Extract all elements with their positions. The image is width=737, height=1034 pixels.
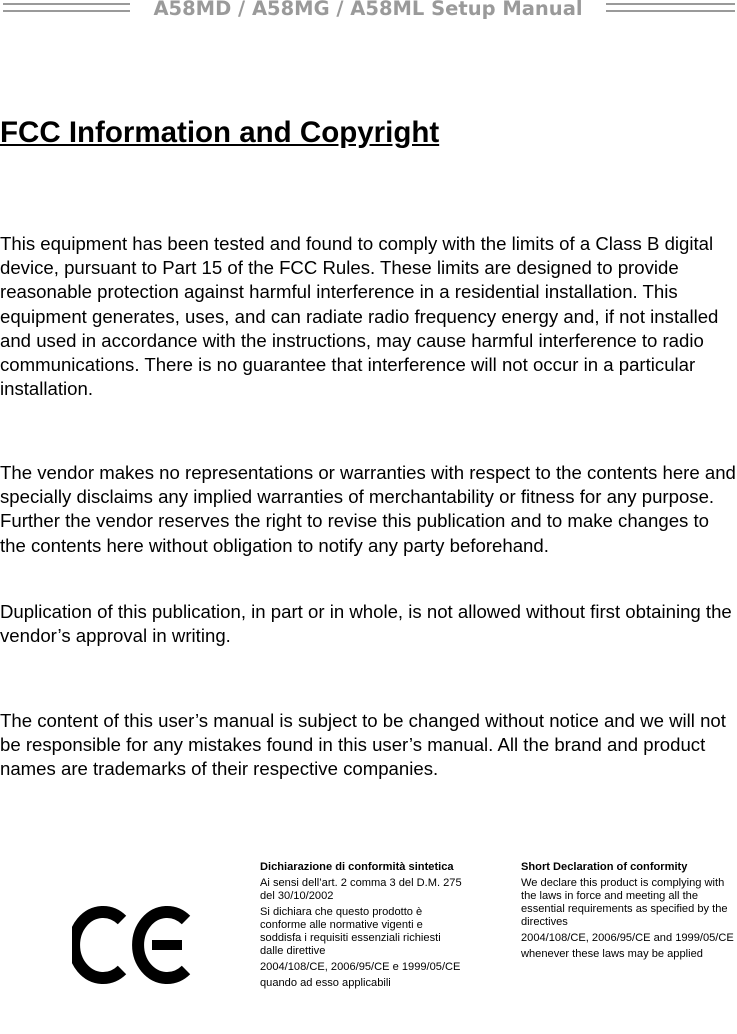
declaration-text: whenever these laws may be applied [521, 948, 703, 960]
declaration-directives: 2004/108/CE, 2006/95/CE and 1999/05/CE [521, 932, 734, 944]
declaration-directives: 2004/108/CE, 2006/95/CE e 1999/05/CE [260, 961, 461, 973]
header-rule-left [3, 3, 130, 12]
duplication-paragraph: Duplication of this publication, in part or in whole, is not allowed without first obtaining the vendor’s approval in writing. [0, 601, 732, 647]
warranty-paragraph: The vendor makes no representations or warranties with respect to the contents here and specially disclaims any implied warranties of merchantability or fitness for any purpose. Further the vendor reserves the right to revise this publication and to make changes to the contents here without obligation to notify any party beforehand. [0, 462, 736, 556]
declaration-text: Ai sensi dell’art. 2 comma 3 del D.M. 275 del 30/10/2002 [260, 877, 462, 902]
header-rule-right [606, 3, 735, 12]
fcc-paragraph: This equipment has been tested and found to comply with the limits of a Class B digital device, pursuant to Part 15 of the FCC Rules. These limits are designed to provide reasonable protection against harmful interference in a residential installation. This equipment generates, uses, and can radiate radio frequency energy and, if not installed and used in accordance with the instructions, may cause harmful interference to radio communications. There is no guarantee that interference will not occur in a particular installation. [0, 233, 719, 400]
page-title: FCC Information and Copyright [0, 116, 440, 149]
declaration-italian [260, 861, 466, 993]
declaration-english [521, 861, 737, 964]
declaration-text: We declare this product is complying with the laws in force and meeting all the essential requirements as specified by the directives [521, 877, 728, 928]
declaration-heading: Dichiarazione di conformità sintetica [260, 861, 454, 873]
disclaimer-paragraph: The content of this user’s manual is subject to be changed without notice and we will not be responsible for any mistakes found in this user’s manual. All the brand and product names are trademarks of their respective companies. [0, 710, 726, 780]
page-header [0, 0, 737, 24]
declaration-heading: Short Declaration of conformity [521, 861, 688, 873]
declaration-text: quando ad esso applicabili [260, 977, 391, 989]
declaration-text: Si dichiara che questo prodotto è conforme alle normative vigenti e soddisfa i requisiti essenziali richiesti dalle direttive [260, 906, 441, 957]
ce-mark-icon [72, 900, 197, 990]
manual-title: A58MD / A58MG / A58ML Setup Manual [153, 0, 583, 20]
